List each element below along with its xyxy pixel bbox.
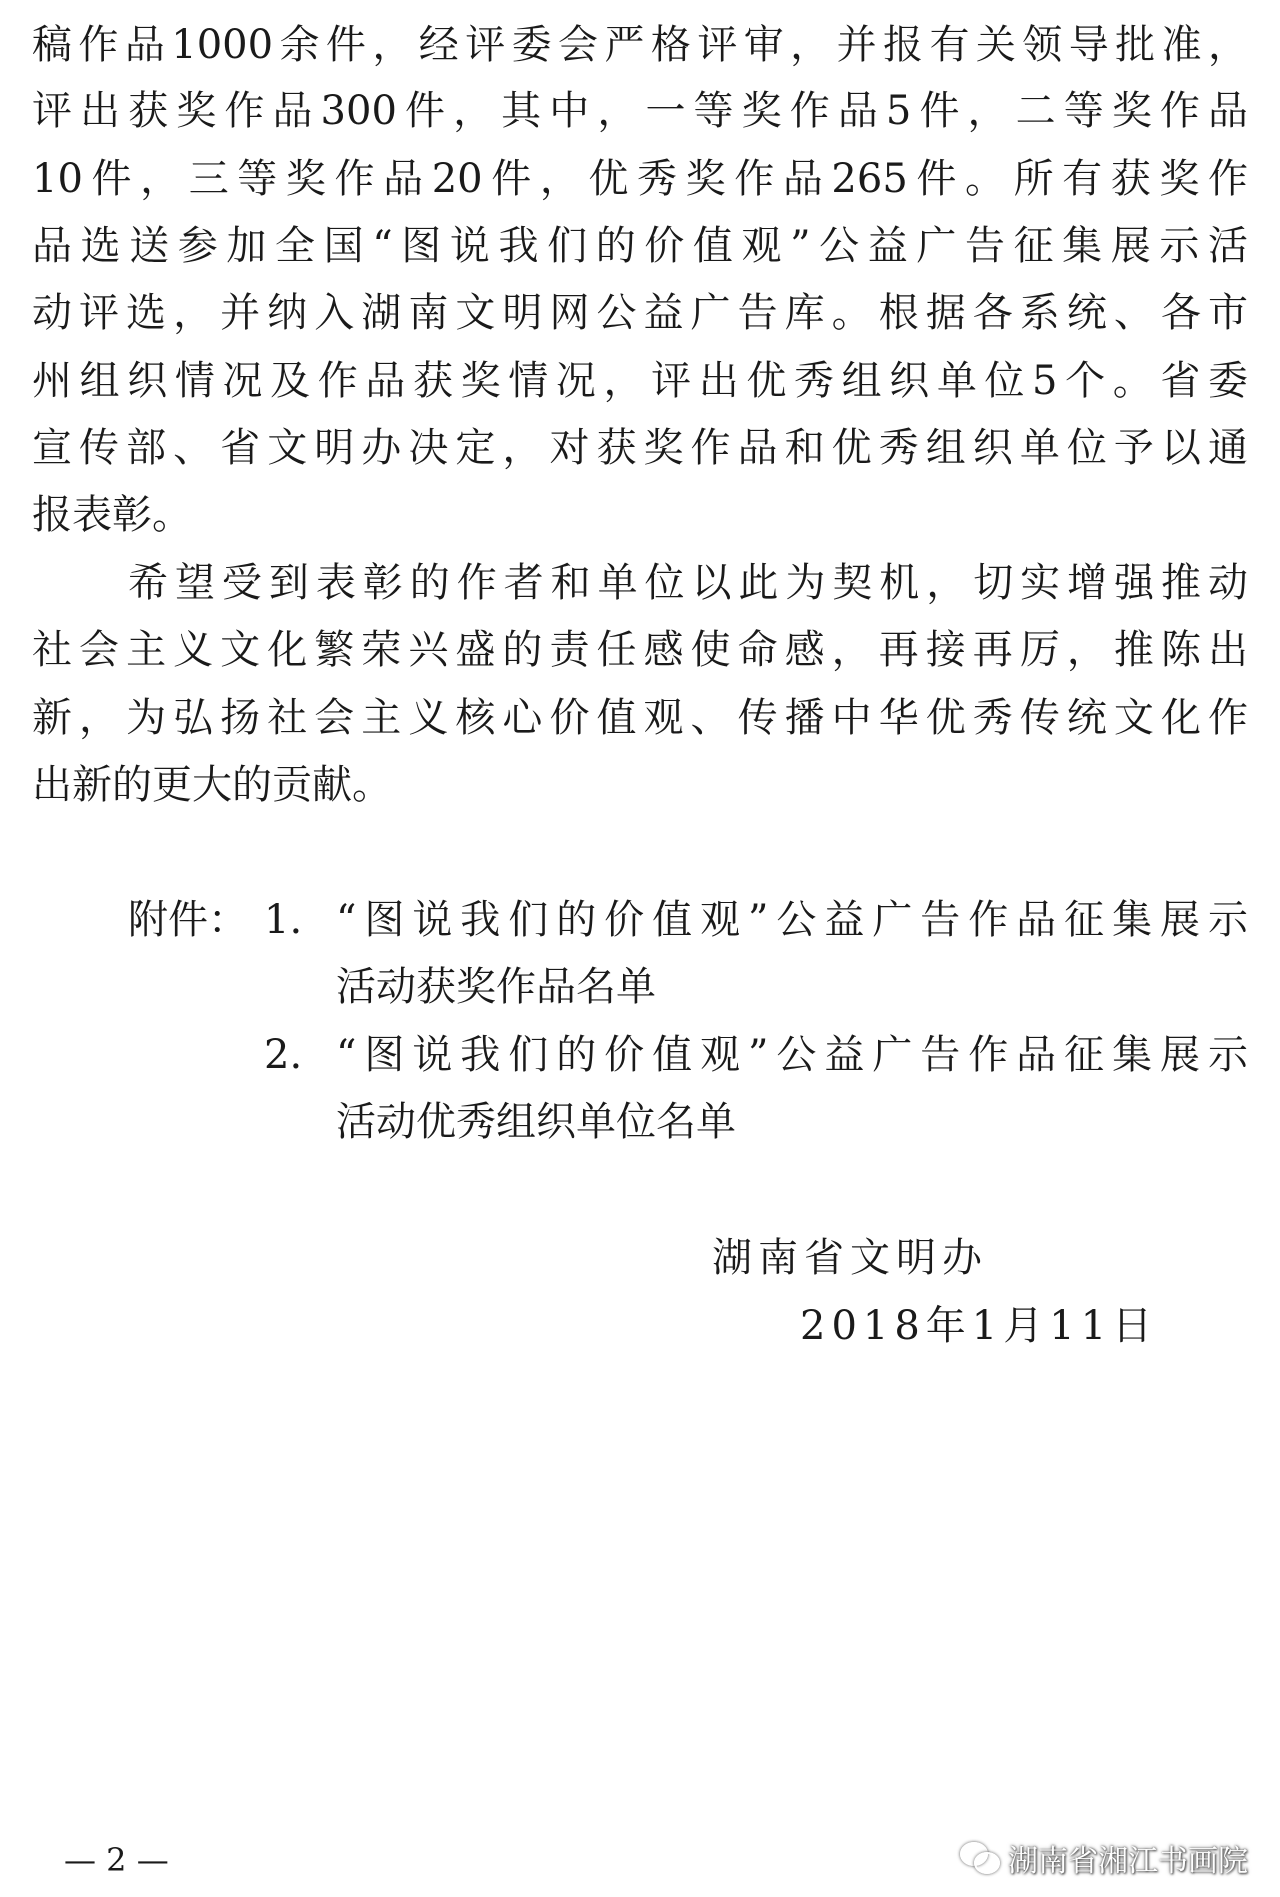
body-line: 出新的更大的贡献。 [32, 762, 392, 808]
body-line: 评出获奖作品300件，其中，一等奖作品5件，二等奖作品 [32, 88, 1248, 134]
page-number: — 2 — [64, 1841, 169, 1879]
body-line: 社会主义文化繁荣兴盛的责任感使命感，再接再厉，推陈出 [32, 627, 1248, 673]
attachment-number: 1. [264, 897, 303, 943]
body-line: 10件，三等奖作品20件，优秀奖作品265件。所有获奖作 [32, 156, 1248, 202]
body-line: 州组织情况及作品获奖情况，评出优秀组织单位5个。省委 [32, 358, 1248, 404]
body-line: 动评选，并纳入湖南文明网公益广告库。根据各系统、各市 [32, 290, 1248, 336]
signature-organization: 湖南省文明办 [712, 1235, 988, 1281]
body-line: 报表彰。 [32, 492, 192, 538]
attachment-title-line: “图说我们的价值观”公益广告作品征集展示 [336, 897, 1248, 943]
attachment-title-line: 活动优秀组织单位名单 [336, 1099, 736, 1145]
watermark [960, 1836, 1248, 1880]
attachment-title-line: 活动获奖作品名单 [336, 964, 656, 1010]
body-line: 希望受到表彰的作者和单位以此为契机，切实增强推动 [128, 560, 1248, 606]
body-line: 品选送参加全国“图说我们的价值观”公益广告征集展示活 [32, 223, 1248, 269]
signature-date: 2018年1月11日 [800, 1303, 1159, 1349]
wechat-icon [960, 1840, 1000, 1876]
body-line: 稿作品1000余件，经评委会严格评审，并报有关领导批准， [32, 22, 1248, 68]
attachment-number: 2. [264, 1032, 303, 1078]
body-line: 新，为弘扬社会主义核心价值观、传播中华优秀传统文化作 [32, 695, 1248, 741]
watermark-text: 湖南省湘江书画院 [1008, 1844, 1248, 1879]
body-line: 宣传部、省文明办决定，对获奖作品和优秀组织单位予以通 [32, 425, 1248, 471]
attachment-title-line: “图说我们的价值观”公益广告作品征集展示 [336, 1032, 1248, 1078]
attachments-label: 附件： [128, 897, 248, 943]
